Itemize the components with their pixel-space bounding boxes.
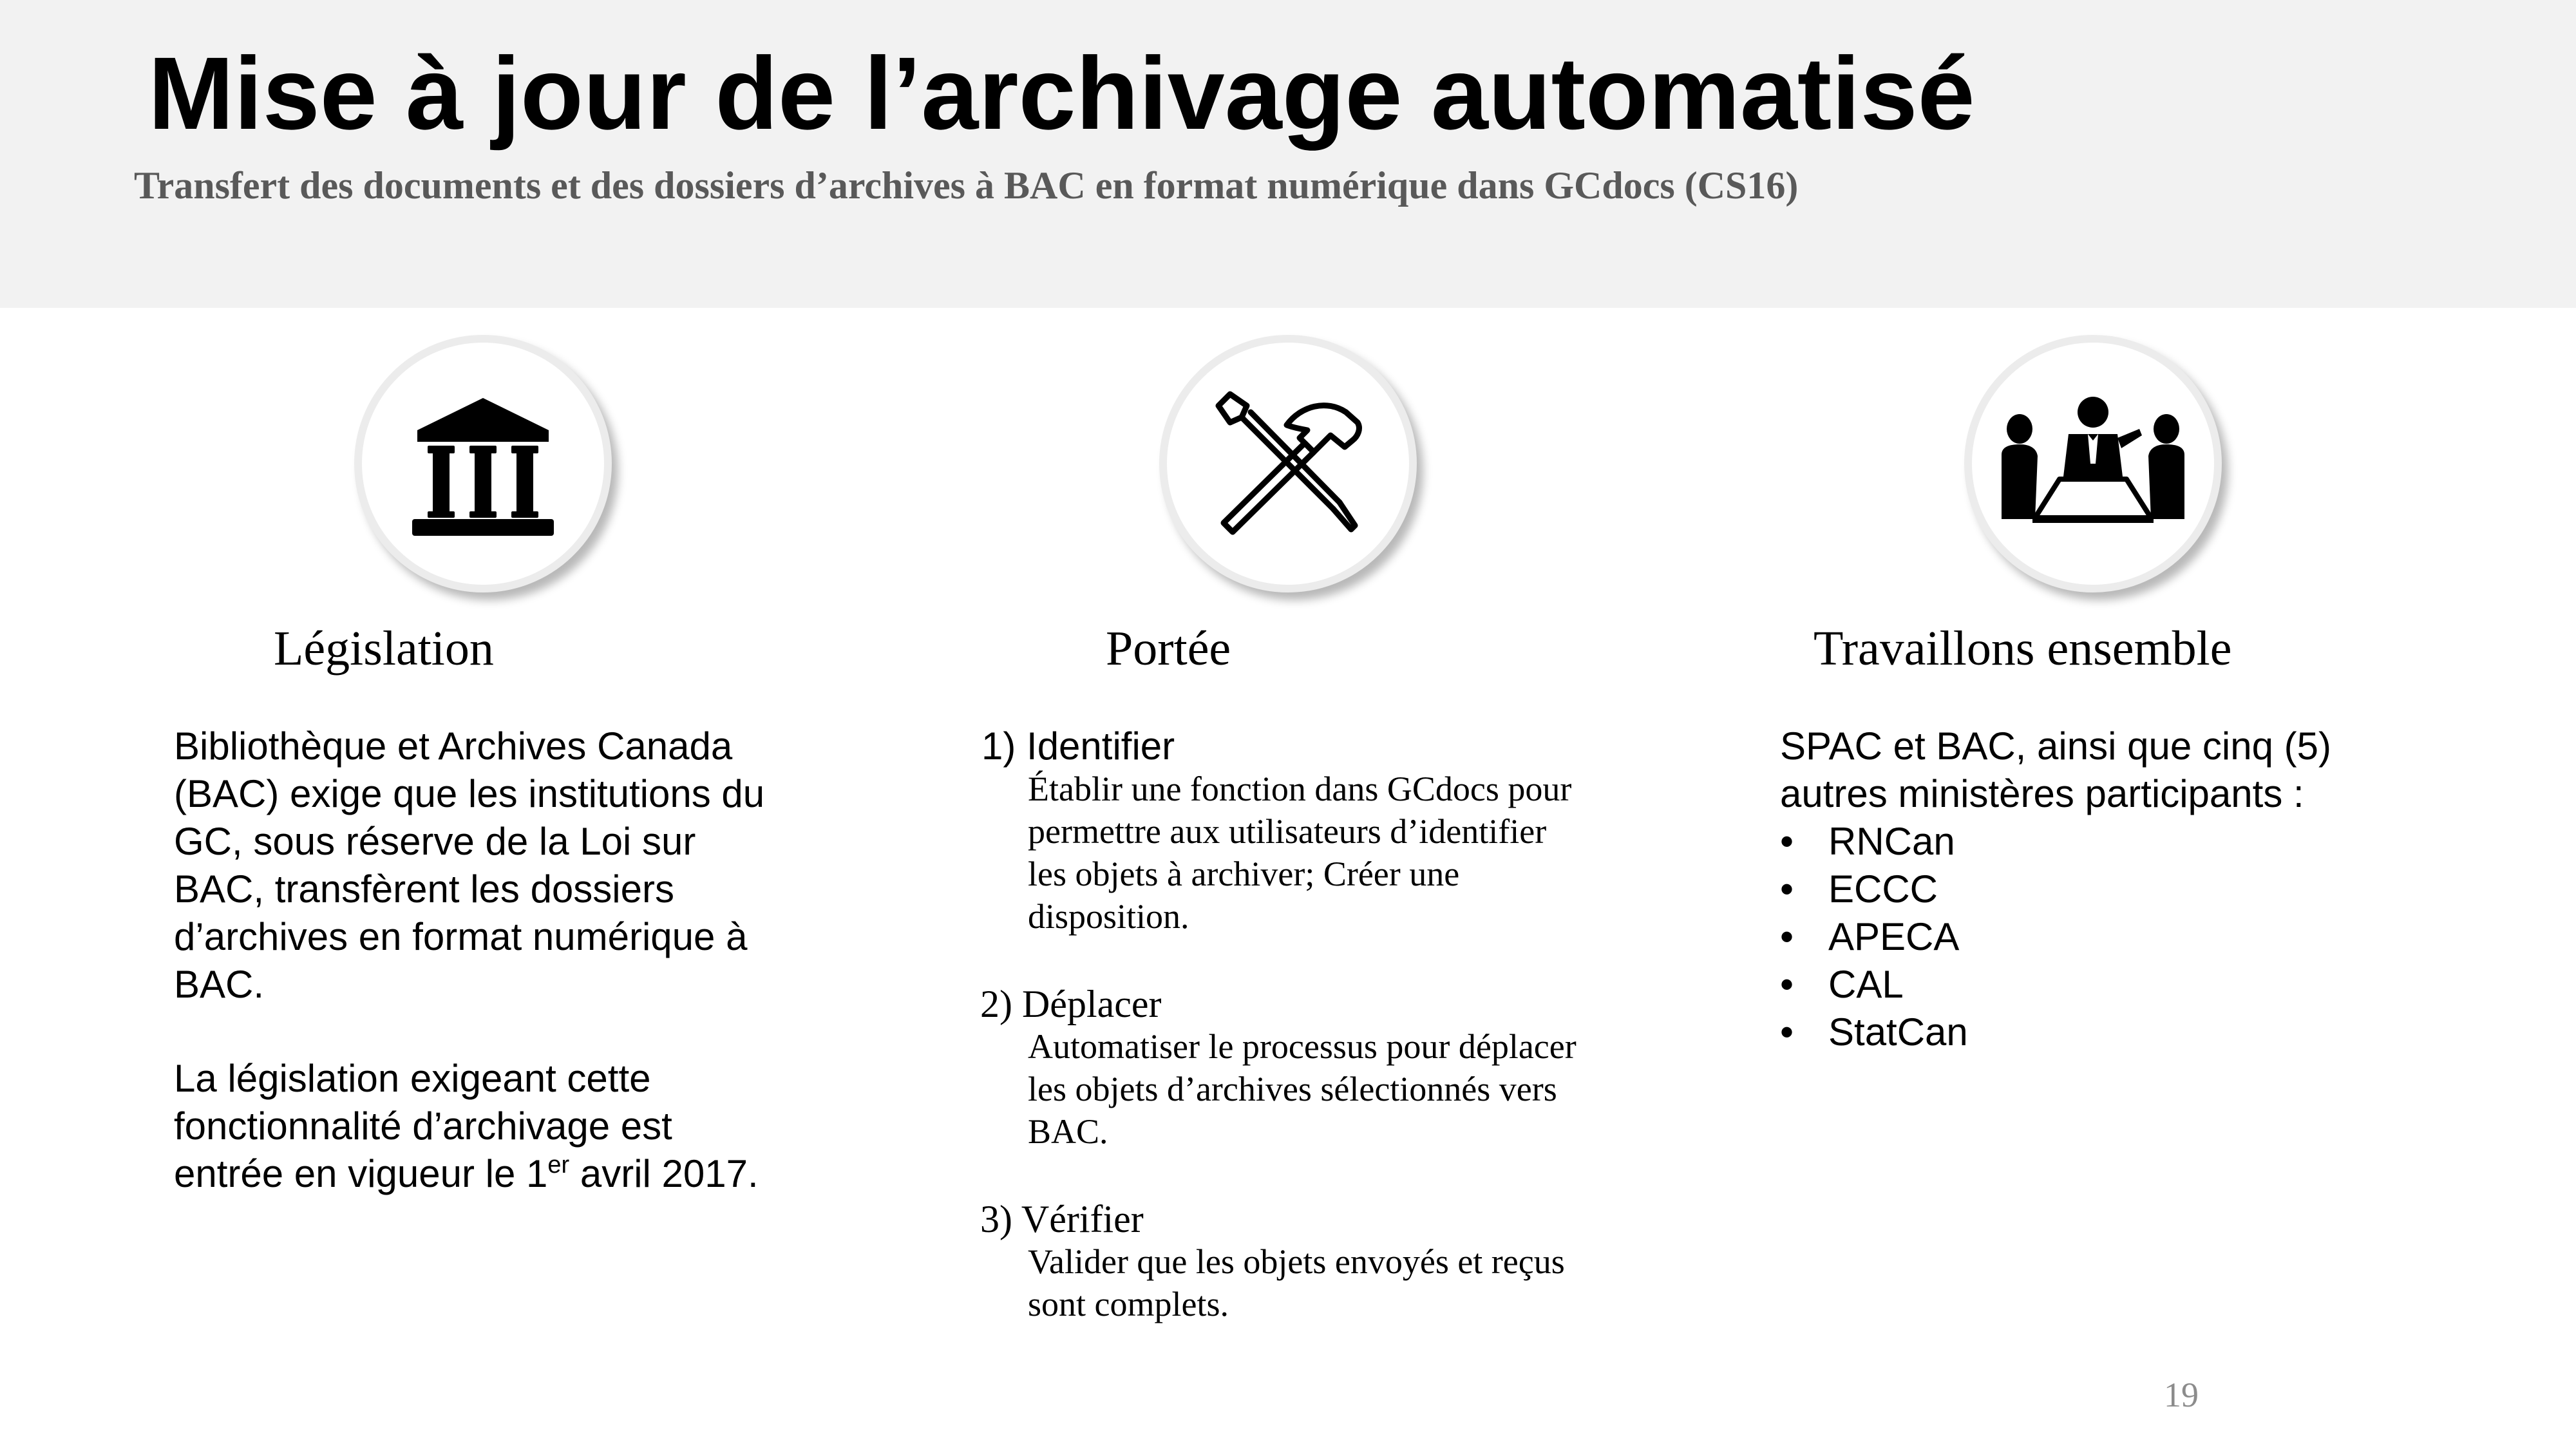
- legislation-icon-circle: [354, 335, 612, 592]
- step-desc-deplacer: [1028, 1025, 1577, 1153]
- institution-building-icon: [406, 386, 560, 541]
- text-line: les objets d’archives sélectionnés vers: [1028, 1070, 1557, 1108]
- text-line: (BAC) exige que les institutions du: [174, 772, 765, 815]
- meeting-people-icon: [1996, 393, 2190, 535]
- list-item: • CAL: [1780, 961, 1968, 1009]
- step-title-deplacer: 2) Déplacer: [980, 983, 1162, 1025]
- text-line: GC, sous réserve de la Loi sur: [174, 820, 696, 863]
- step-desc-verifier: [1028, 1240, 1565, 1325]
- text-line: Bibliothèque et Archives Canada: [174, 724, 733, 768]
- text-line: [174, 1150, 759, 1203]
- text-line: disposition.: [1028, 897, 1189, 936]
- text-line: SPAC et BAC, ainsi que cinq (5): [1780, 724, 2331, 768]
- text-line: fonctionnalité d’archivage est: [174, 1104, 672, 1148]
- step-desc-identifier: [1028, 768, 1571, 938]
- hammer-screwdriver-icon: [1204, 380, 1372, 547]
- legislation-paragraph-1: [174, 723, 764, 1009]
- ensemble-heading: Travaillons ensemble: [1814, 621, 2232, 676]
- page-subtitle: Transfert des documents et des dossiers d’archives à BAC en format numérique dans GCdocs (CS16): [134, 164, 1799, 207]
- text-line: Valider que les objets envoyés et reçus: [1028, 1242, 1565, 1281]
- text-line: les objets à archiver; Créer une: [1028, 855, 1460, 893]
- text-line: BAC.: [1028, 1112, 1108, 1151]
- text-line: permettre aux utilisateurs d’identifier: [1028, 812, 1547, 851]
- list-item: • RNCan: [1780, 818, 1968, 866]
- ordinal-superscript: er: [547, 1151, 570, 1179]
- text-line: BAC, transfèrent les dossiers: [174, 867, 674, 911]
- step-title-verifier: 3) Vérifier: [980, 1198, 1144, 1240]
- portee-heading: Portée: [1106, 621, 1231, 676]
- participants-list: [1780, 818, 1968, 1056]
- legislation-heading: Législation: [274, 621, 494, 676]
- text-line: autres ministères participants :: [1780, 772, 2304, 815]
- text-fragment: avril 2017.: [569, 1152, 759, 1195]
- list-item: • ECCC: [1780, 866, 1968, 913]
- text-line: Automatiser le processus pour déplacer: [1028, 1027, 1577, 1066]
- text-line: d’archives en format numérique à: [174, 915, 748, 958]
- list-item: • APECA: [1780, 913, 1968, 961]
- text-line: BAC.: [174, 963, 265, 1006]
- page-number: 19: [2164, 1376, 2199, 1414]
- ensemble-icon-circle: [1964, 335, 2222, 592]
- legislation-paragraph-2: [174, 1055, 759, 1203]
- list-item: • StatCan: [1780, 1009, 1968, 1056]
- step-title-identifier: 1) Identifier: [981, 724, 1175, 768]
- text-line: Établir une fonction dans GCdocs pour: [1028, 770, 1572, 808]
- text-line: sont complets.: [1028, 1285, 1229, 1323]
- text-fragment: entrée en vigueur le 1: [174, 1152, 548, 1195]
- text-line: La législation exigeant cette: [174, 1057, 651, 1100]
- portee-icon-circle: [1159, 335, 1417, 592]
- page-title: Mise à jour de l’archivage automatisé: [148, 35, 1975, 151]
- ensemble-intro: [1780, 723, 2331, 818]
